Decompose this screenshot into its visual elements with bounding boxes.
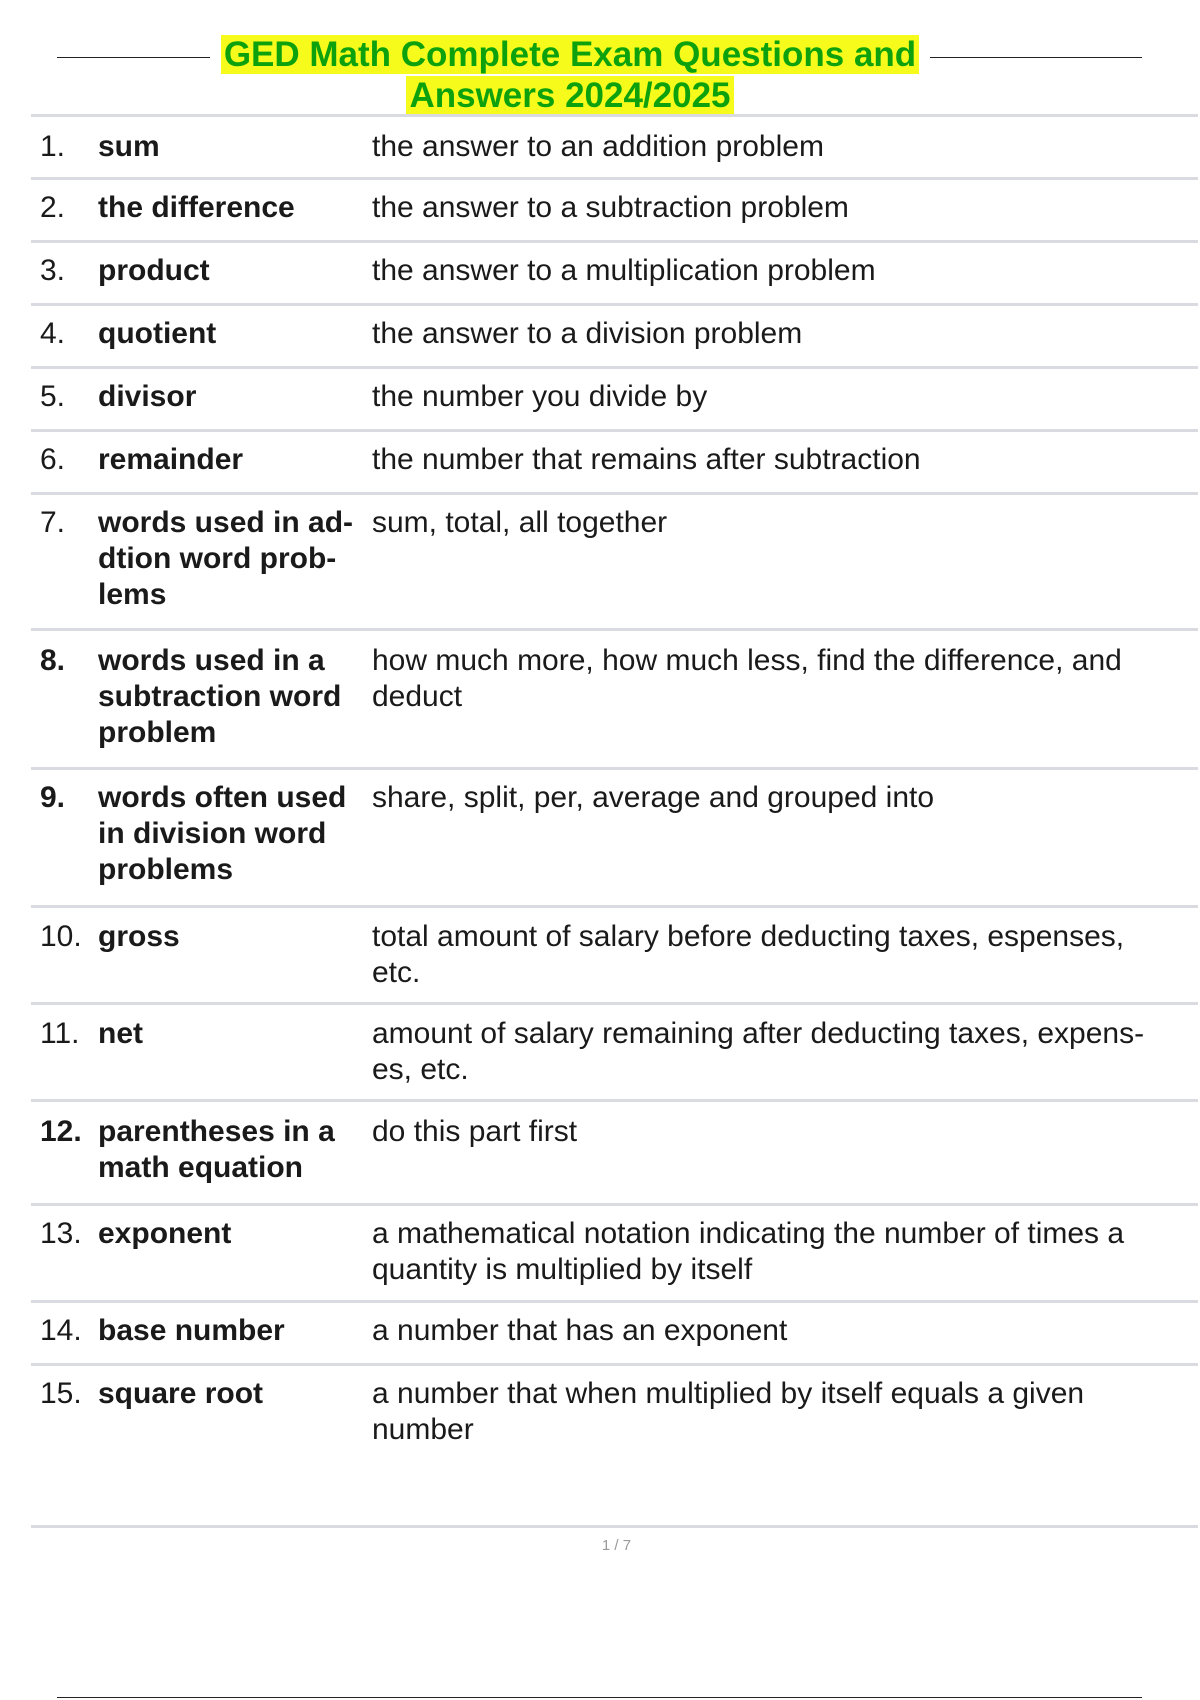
row-term: remainder (98, 443, 244, 476)
flashcard-table (31, 114, 1198, 1466)
row-number: 13. (40, 1217, 82, 1250)
row-number: 1. (40, 130, 66, 163)
page-footer-rule (31, 1525, 1198, 1528)
table-row (31, 1102, 1198, 1206)
row-definition: amount of salary remaining after deducting taxes, expens- es, etc. (372, 1017, 1145, 1086)
table-row (31, 306, 1198, 369)
table-row (31, 1303, 1198, 1366)
table-row (31, 180, 1198, 243)
row-number: 11. (40, 1017, 80, 1050)
row-term: the difference (98, 191, 295, 224)
row-term: words used in a subtraction word problem (98, 644, 342, 749)
row-number: 15. (40, 1377, 82, 1410)
row-definition: total amount of salary before deducting taxes, espenses, etc. (372, 920, 1125, 989)
row-number: 2. (40, 191, 66, 224)
row-definition: sum, total, all together (372, 506, 668, 539)
table-row (31, 432, 1198, 495)
row-term: gross (98, 920, 180, 953)
row-definition: the answer to a division problem (372, 317, 803, 350)
document-title (200, 34, 940, 116)
row-definition: a number that has an exponent (372, 1314, 788, 1347)
row-term: parentheses in a math equation (98, 1115, 335, 1184)
table-row (31, 369, 1198, 432)
row-number: 8. (40, 644, 66, 677)
row-term: words often used in division word problems (98, 781, 347, 886)
row-definition: the answer to a subtraction problem (372, 191, 849, 224)
header-rule-left (57, 57, 210, 58)
row-definition: the answer to an addition problem (372, 130, 824, 163)
row-number: 7. (40, 506, 66, 539)
row-definition: the answer to a multiplication problem (372, 254, 876, 287)
row-term: quotient (98, 317, 217, 350)
row-definition: do this part first (372, 1115, 578, 1148)
row-term: net (98, 1017, 143, 1050)
table-row (31, 1005, 1198, 1102)
table-row (31, 117, 1198, 180)
page-indicator: 1 / 7 (601, 1537, 632, 1554)
table-row (31, 908, 1198, 1005)
row-term: exponent (98, 1217, 232, 1250)
bottom-rule (57, 1697, 1142, 1698)
row-term: sum (98, 130, 160, 163)
title-line-1: GED Math Complete Exam Questions and (221, 35, 919, 74)
row-number: 14. (40, 1314, 82, 1347)
row-number: 6. (40, 443, 66, 476)
table-row (31, 495, 1198, 631)
row-term: product (98, 254, 210, 287)
row-definition: the number you divide by (372, 380, 708, 413)
row-definition: share, split, per, average and grouped into (372, 781, 935, 814)
row-number: 12. (40, 1115, 82, 1148)
row-term: words used in ad- dtion word prob- lems (98, 506, 354, 611)
table-row (31, 243, 1198, 306)
row-number: 10. (40, 920, 82, 953)
row-term: divisor (98, 380, 197, 413)
row-definition: a mathematical notation indicating the number of times a quantity is multiplied by itself (372, 1217, 1125, 1286)
row-number: 3. (40, 254, 66, 287)
header-rule-right (930, 57, 1142, 58)
table-row (31, 1206, 1198, 1303)
table-row (31, 1366, 1198, 1466)
table-row (31, 770, 1198, 908)
row-number: 5. (40, 380, 66, 413)
table-row (31, 631, 1198, 770)
row-term: base number (98, 1314, 285, 1347)
row-definition: the number that remains after subtraction (372, 443, 921, 476)
row-definition: how much more, how much less, find the difference, and deduct (372, 644, 1122, 713)
row-number: 4. (40, 317, 66, 350)
row-term: square root (98, 1377, 264, 1410)
document-header (0, 30, 1200, 120)
row-definition: a number that when multiplied by itself equals a given number (372, 1377, 1085, 1446)
row-number: 9. (40, 781, 66, 814)
title-line-2: Answers 2024/2025 (406, 76, 733, 115)
